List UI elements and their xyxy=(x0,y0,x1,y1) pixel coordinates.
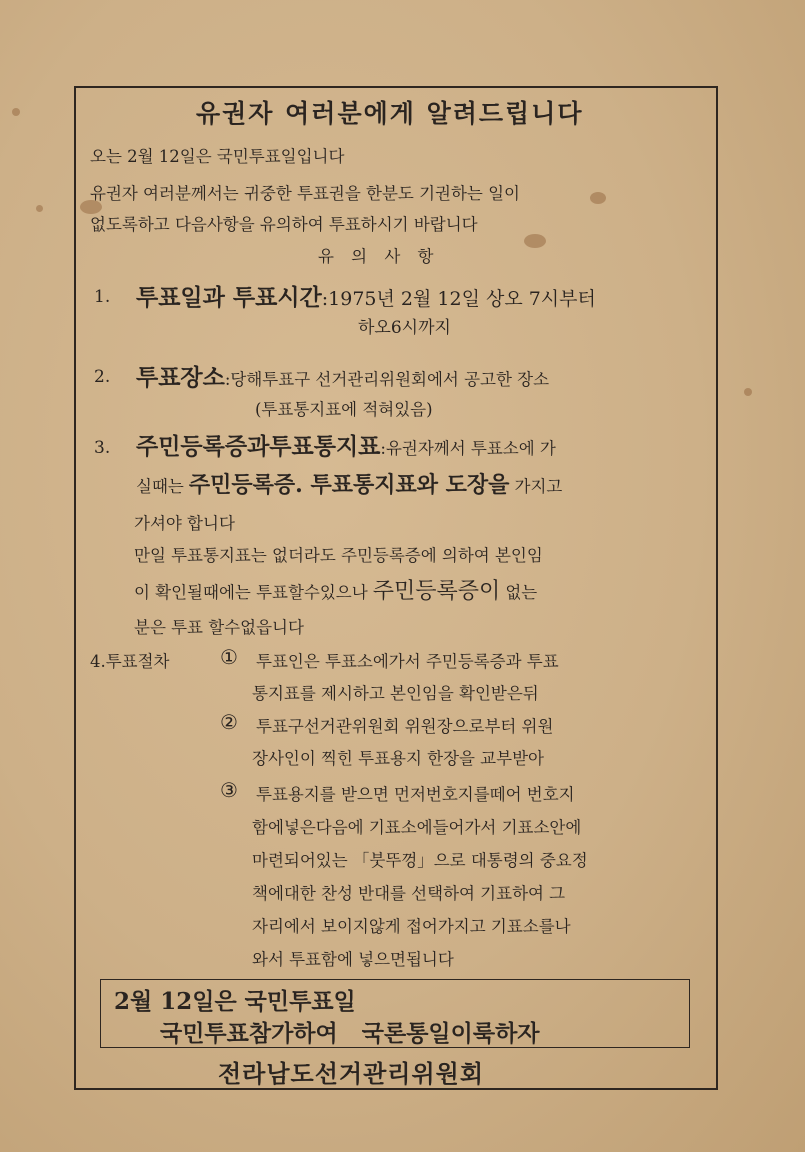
item2-text: :당해투표구 선거관리위원회에서 공고한 장소 xyxy=(224,370,550,389)
item3-line2-post: 가지고 xyxy=(514,477,563,496)
item4-label: 4.투표절차 xyxy=(90,652,170,671)
item2-number: 2. xyxy=(94,367,111,387)
notice-title: 유권자 여러분에게 알려드립니다 xyxy=(196,99,584,128)
slogan-line-2: 국민투표참가하여 국론통일이룩하자 xyxy=(160,1020,540,1047)
item1-text: :1975년 2월 12일 상오 7시부터 xyxy=(321,288,596,310)
step3-mark: ③ xyxy=(220,778,238,802)
issuer-name: 전라남도선거관리위원회 xyxy=(218,1059,485,1088)
item1-text-2: 하오6시까지 xyxy=(358,318,451,338)
step2-line-1: 투표구선거관위원회 위원장으로부터 위원 xyxy=(256,717,554,736)
step1-line-1: 투표인은 투표소에가서 주민등록증과 투표 xyxy=(256,652,559,671)
notes-heading: 유 의 사 항 xyxy=(318,247,440,266)
item3-line5-post: 없는 xyxy=(505,583,538,602)
step1-line-2: 통지표를 제시하고 본인임을 확인받은뒤 xyxy=(252,684,539,703)
intro-date: 오는 2월 12일은 국민투표일입니다 xyxy=(90,147,345,166)
stain-mark xyxy=(12,108,20,116)
item3-line2-emph: 주민등록증. 투표통지표와 도장을 xyxy=(188,472,510,498)
item3-text: :유권자께서 투표소에 가 xyxy=(380,439,556,458)
slogan-line-1: 2월 12일은 국민투표일 xyxy=(114,988,356,1015)
item3-line2-pre: 실때는 xyxy=(136,477,184,496)
step2-line-2: 장사인이 찍힌 투표용지 한장을 교부받아 xyxy=(252,749,544,768)
item3-line-4: 만일 투표통지표는 없더라도 주민등록증에 의하여 본인임 xyxy=(134,546,543,565)
step3-line-2: 함에넣은다음에 기표소에들어가서 기표소안에 xyxy=(252,818,582,837)
step3-line-1: 투표용지를 받으면 먼저번호지를떼어 번호지 xyxy=(256,785,575,804)
step2-mark: ② xyxy=(220,710,238,734)
step3-line-5: 자리에서 보이지않게 접어가지고 기표소를나 xyxy=(252,917,571,936)
stain-mark xyxy=(744,388,752,396)
item3-line-2 xyxy=(136,468,562,499)
item3-line-5 xyxy=(134,574,537,605)
item2-text-2: (투표통지표에 적혀있음) xyxy=(255,400,433,419)
step1-mark: ① xyxy=(220,645,238,669)
item2-heading: 투표장소 xyxy=(136,364,225,391)
item3-line-6: 분은 투표 할수없읍니다 xyxy=(134,618,304,637)
item3-number: 3. xyxy=(94,438,111,458)
item3-heading: 주민등록증과투표통지표 xyxy=(136,433,381,460)
item3-line5-emph: 주민등록증이 xyxy=(372,579,501,604)
step3-line-4: 책에대한 찬성 반대를 선택하여 기표하여 그 xyxy=(252,884,566,903)
intro-line-2: 없도록하고 다음사항을 유의하여 투표하시기 바랍니다 xyxy=(90,215,478,234)
stain-mark xyxy=(36,205,43,212)
step3-line-3: 마련되어있는 「붓뚜껑」으로 대통령의 중요정 xyxy=(252,851,588,870)
item3-line5-pre: 이 확인될때에는 투표할수있으나 xyxy=(134,583,368,602)
item2-line xyxy=(136,359,549,392)
item1-heading: 투표일과 투표시간 xyxy=(136,284,322,311)
item1-line xyxy=(136,279,596,312)
item3-line xyxy=(136,428,556,461)
intro-line-1: 유권자 여러분께서는 귀중한 투표권을 한분도 기권하는 일이 xyxy=(90,184,520,203)
item1-number: 1. xyxy=(94,287,111,307)
step3-line-6: 와서 투표함에 넣으면됩니다 xyxy=(252,950,454,969)
item3-line-3: 가셔야 합니다 xyxy=(134,514,235,533)
